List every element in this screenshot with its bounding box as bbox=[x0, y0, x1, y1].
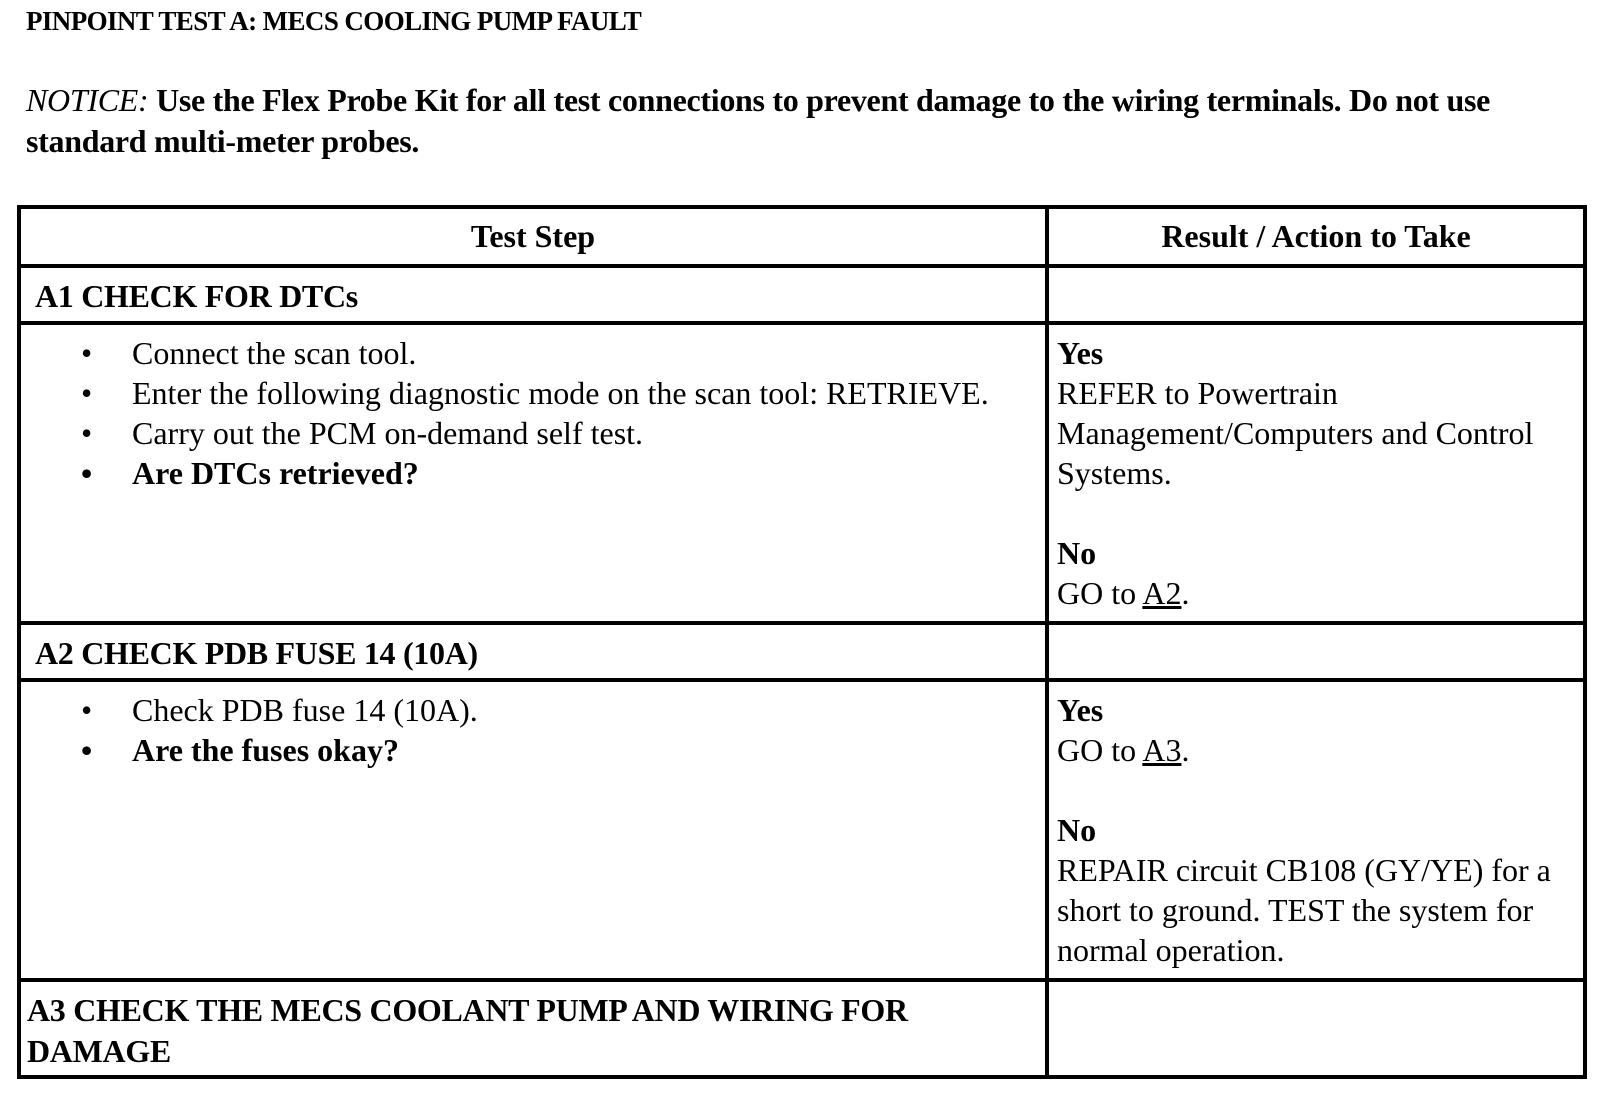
step-title-row bbox=[19, 623, 1585, 680]
step-title-row bbox=[19, 980, 1585, 1077]
step-title-row bbox=[19, 266, 1585, 323]
step-a2-title: A2 CHECK PDB FUSE 14 (10A) bbox=[19, 623, 1047, 680]
header-test-step: Test Step bbox=[19, 207, 1047, 266]
step-a1-result: Yes REFER to Powertrain Management/Computers and Control Systems. No GO to A2. bbox=[1047, 323, 1585, 623]
step-body-row bbox=[19, 323, 1585, 623]
no-label: No bbox=[1057, 535, 1097, 571]
list-item: • Are DTCs retrieved? bbox=[81, 455, 419, 491]
list-item: • Connect the scan tool. bbox=[81, 335, 417, 371]
yes-label: Yes bbox=[1057, 692, 1104, 728]
step-a2-result: Yes GO to A3. No REPAIR circuit CB108 (GY/YE) for a short to ground. TEST the system for normal operation. bbox=[1047, 680, 1585, 980]
step-a1-instructions bbox=[19, 323, 1047, 623]
link-step-a3[interactable]: A3 bbox=[1142, 732, 1182, 768]
step-body-row bbox=[19, 680, 1585, 980]
link-step-a2[interactable]: A2 bbox=[1142, 575, 1182, 611]
list-item: • Check PDB fuse 14 (10A). bbox=[81, 692, 478, 728]
yes-action-prefix: GO to bbox=[1057, 732, 1143, 768]
step-a2-instructions bbox=[19, 680, 1047, 980]
notice-label: NOTICE: bbox=[26, 82, 149, 118]
list-item: • Carry out the PCM on-demand self test. bbox=[81, 415, 644, 451]
step-a3-title: A3 CHECK THE MECS COOLANT PUMP AND WIRING FOR DAMAGE bbox=[19, 980, 1047, 1077]
page-title: PINPOINT TEST A: MECS COOLING PUMP FAULT bbox=[26, 6, 642, 36]
step-a2-title-empty bbox=[1047, 623, 1585, 680]
header-result-action: Result / Action to Take bbox=[1047, 207, 1585, 266]
no-label: No bbox=[1057, 812, 1097, 848]
step-a1-title-empty bbox=[1047, 266, 1585, 323]
notice-text: Use the Flex Probe Kit for all test connections to prevent damage to the wiring terminals. Do not use standard multi-meter probes. bbox=[26, 82, 1491, 159]
yes-label: Yes bbox=[1057, 335, 1104, 371]
no-action: REPAIR circuit CB108 (GY/YE) for a short to ground. TEST the system for normal operation. bbox=[1057, 852, 1551, 968]
list-item: • Enter the following diagnostic mode on the scan tool: RETRIEVE. bbox=[81, 375, 989, 411]
step-a3-title-empty bbox=[1047, 980, 1585, 1077]
step-a1-title: A1 CHECK FOR DTCs bbox=[19, 266, 1047, 323]
table-header-row bbox=[19, 207, 1585, 266]
no-action-prefix: GO to bbox=[1057, 575, 1143, 611]
list-item: • Are the fuses okay? bbox=[81, 732, 399, 768]
pinpoint-test-table bbox=[17, 205, 1587, 1079]
notice-paragraph bbox=[26, 80, 1586, 162]
yes-action: REFER to Powertrain Management/Computers and Control Systems. bbox=[1057, 375, 1534, 491]
